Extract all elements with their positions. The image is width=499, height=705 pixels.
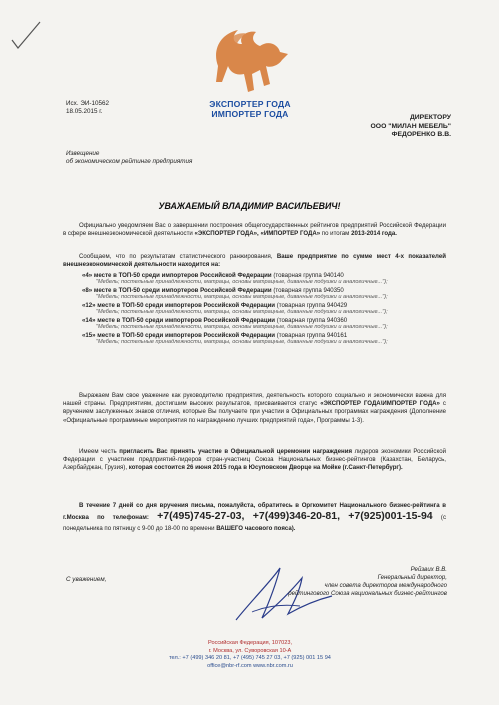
footer-phones: тел.: +7 (499) 346 20 81, +7 (495) 745 27 03, +7 (925) 001 15 94 xyxy=(169,655,331,662)
list-item xyxy=(82,287,446,301)
signatory-block xyxy=(288,566,447,598)
footer-email-web[interactable]: office@nbr-rf.com www.nbr.com.ru xyxy=(207,662,293,669)
list-item xyxy=(82,332,446,346)
list-item-group: (товарная группа 940140 xyxy=(271,272,344,279)
subject-block xyxy=(66,150,192,166)
para1-bold-rating: «ЭКСПОРТЕР ГОДА», «ИМПОРТЕР ГОДА» xyxy=(194,230,321,238)
list-item-desc: "Мебель; постельные принадлежности, матрацы, основы матрацные, диванные подушки и аналогичные..."); xyxy=(96,308,388,315)
signatory-title: Генеральный директор, xyxy=(377,574,447,581)
logo-line-1: ЭКСПОРТЕР ГОДА xyxy=(209,99,291,109)
footer-country: Российская Федерация, 107023, xyxy=(207,640,293,646)
signatory-role: член совета директоров международного xyxy=(324,582,447,589)
salutation: УВАЖАЕМЫЙ ВЛАДИМИР ВАСИЛЬЕВИЧ! xyxy=(158,201,341,211)
para2-bold: Ваше предприятие по сумме мест 4-х показателей внешнеэкономической деятельности находится на: xyxy=(63,253,446,269)
list-item-desc: "Мебель; постельные принадлежности, матрацы, основы матрацные, диванные подушки и аналогичные..."); xyxy=(96,279,388,285)
list-item-group: (товарная группа 940429 xyxy=(275,301,348,309)
footer-address: г. Москва, ул. Суворовская 10-А xyxy=(208,647,292,654)
paragraph-invitation xyxy=(63,448,446,473)
list-item-group: (товарная группа 940350 xyxy=(271,286,344,294)
griffin-logo-icon xyxy=(208,26,294,98)
paragraph-ranking xyxy=(63,253,446,269)
para5-bold: ВАШЕГО часового пояса). xyxy=(216,524,296,532)
list-item-group: (товарная группа 940360 xyxy=(275,316,348,324)
para3-bold: «ЭКСПОРТЕР ГОДА\ИМПОРТЕР ГОДА» xyxy=(320,400,440,408)
para4-bold: пригласить Вас принять участие в Официальной церемонии награждения xyxy=(119,448,353,455)
list-item xyxy=(82,272,446,286)
recipient-name: ФЕДОРЕНКО В.В. xyxy=(391,131,451,139)
para2-text: Сообщаем, что по результатам статистического ранжирования, xyxy=(79,253,277,260)
para3-text-2: с вручением заслуженных знаков отличия, которые Вы получаете при участии в Официальных программах награждения (Дополнение «Официальные программные мероприятия по награждению лучших предприятий года», Программы 1-3). xyxy=(63,400,446,424)
para4-text-2: лидеров экономики Российской Федерации с участием предприятий-лидеров стран-участниц Союза Национальных бизнес-рейтингов (Казахстан, Беларусь, Азербайджан, Грузия), xyxy=(63,448,446,472)
phone-number-3[interactable]: +7(925)001-15-94 xyxy=(348,510,433,523)
subject-line-2: об экономическом рейтинге предприятия xyxy=(66,158,193,165)
checkmark-icon xyxy=(6,18,46,58)
list-item-group: (товарная группа 940161 xyxy=(275,331,348,339)
logo-line-2: ИМПОРТЕР ГОДА xyxy=(211,109,289,119)
list-item-place: «8» месте в ТОП-50 среди импортеров Российской Федерации xyxy=(82,286,272,294)
list-item-desc: "Мебель; постельные принадлежности, матрацы, основы матрацные, диванные подушки и аналогичные..."); xyxy=(96,338,388,345)
list-item-place: «14» месте в ТОП-50 среди импортеров Российской Федерации xyxy=(82,316,276,324)
reference-block xyxy=(66,100,109,116)
closing: С уважением, xyxy=(66,576,107,583)
para3-text: Выражаем Вам свое уважение как руководителю предприятия, деятельность которого социально и экономически важна для нашей страны. Предприятиям, достигшим высоких результатов, присваивается статус xyxy=(63,392,446,408)
para5-text: В течение 7 дней со дня вручения письма, пожалуйста, обратитесь в Оргкомитет Национального бизнес-рейтинга в г.Москва по телефонам: xyxy=(63,502,446,522)
reference-number: Исх. ЭИ-10562 xyxy=(66,100,109,107)
phone-number-2[interactable]: +7(499)346-20-81, xyxy=(252,510,341,523)
para5-text-2: (с понедельника по пятницу с 9-00 до 18-00 по времени xyxy=(63,514,446,532)
list-item-desc: "Мебель; постельные принадлежности, матрацы, основы матрацные, диванные подушки и аналогичные..."); xyxy=(96,323,388,330)
recipient-company: ООО "МИЛАН МЕБЕЛЬ" xyxy=(370,122,451,130)
signatory-name: Рейзвих В.В. xyxy=(410,566,447,573)
list-item xyxy=(82,317,446,331)
para4-text: Имеем честь xyxy=(79,448,120,455)
list-item-place: «4» месте в ТОП-50 среди импортеров Российской Федерации xyxy=(82,272,272,279)
footer-contacts xyxy=(160,640,340,670)
list-item-place: «15» месте в ТОП-50 среди импортеров Российской Федерации xyxy=(82,331,276,339)
subject-line-1: Извещение xyxy=(66,150,100,157)
list-item-place: «12» месте в ТОП-50 среди импортеров Российской Федерации xyxy=(82,301,276,309)
paragraph-status xyxy=(63,392,446,425)
recipient-block xyxy=(371,114,451,140)
phone-number-1[interactable]: +7(495)745-27-03, xyxy=(157,510,245,523)
para1-text-2: по итогам xyxy=(320,230,352,238)
reference-date: 18.05.2015 г. xyxy=(66,108,103,115)
paragraph-contact xyxy=(63,501,446,534)
paragraph-intro xyxy=(63,222,446,238)
list-item xyxy=(82,302,446,316)
para1-text: Официально уведомляем Вас о завершении построения общегосударственных рейтингов предприятий Российской Федерации в сфере внешнеэкономической деятельности xyxy=(63,222,446,238)
recipient-title: ДИРЕКТОРУ xyxy=(409,114,451,121)
ranking-list xyxy=(82,272,446,346)
para1-bold-year: 2013-2014 года. xyxy=(351,230,397,238)
list-item-desc: "Мебель; постельные принадлежности, матрацы, основы матрацные, диванные подушки и аналогичные..."); xyxy=(96,293,388,300)
para4-bold-2: которая состоится 26 июня 2015 года в Юсуповском Дворце на Мойке (г.Санкт-Петербург). xyxy=(128,464,403,472)
signatory-organization: рейтингового Союза национальных бизнес-рейтингов xyxy=(288,590,447,597)
